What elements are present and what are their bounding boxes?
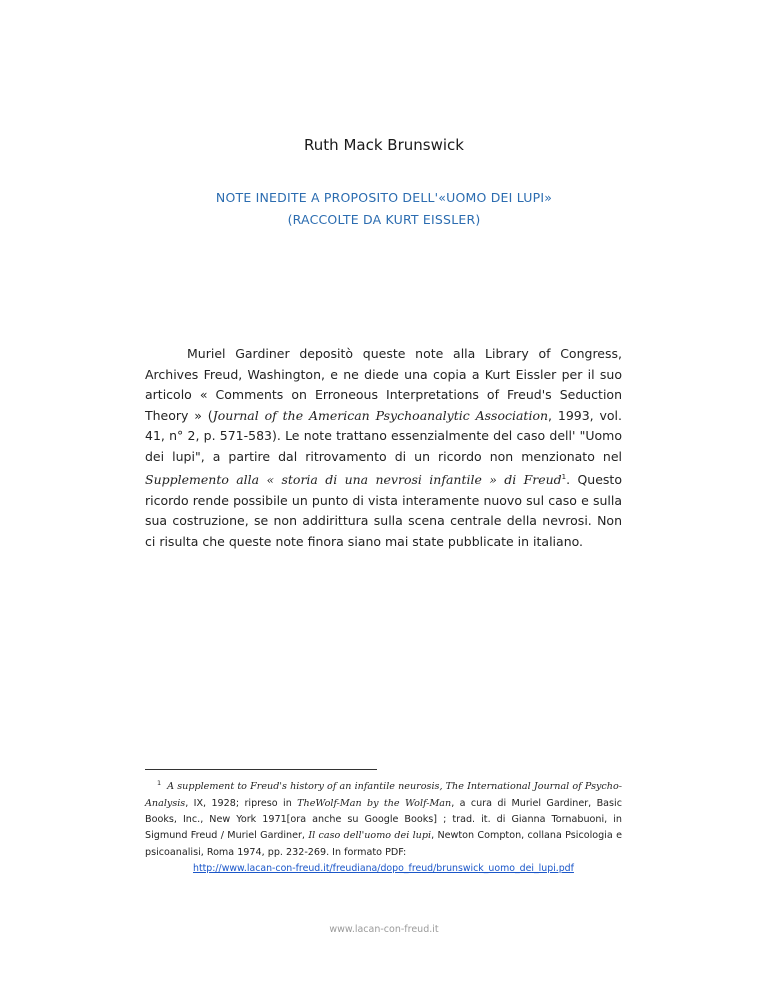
footnote-reference[interactable]: 1 bbox=[561, 473, 567, 481]
journal-title: Journal of the American Psychoanalytic Association bbox=[212, 407, 549, 423]
footnote-text-2: , a cura di Muriel Gardiner, Basic Books, Inc., New York 1971[ora anche su Google Books] ; trad. it. di Gianna Tornabuoni, in Sigmund Freud / Muriel Gardiner, bbox=[145, 797, 622, 842]
footnote bbox=[145, 775, 622, 878]
footnote-number: 1 bbox=[157, 779, 162, 787]
footnote-text-3: , Newton Compton, collana Psicologia e psicoanalisi, Roma 1974, pp. 232-269. In formato PDF: bbox=[145, 830, 622, 858]
paragraph bbox=[145, 344, 622, 552]
footnote-separator bbox=[145, 769, 377, 770]
pdf-link[interactable]: http://www.lacan-con-freud.it/freudiana/dopo_freud/brunswick_uomo_dei_lupi.pdf bbox=[193, 863, 574, 875]
footnote-italic-2: TheWolf-Man by the Wolf-Man bbox=[297, 797, 452, 809]
footnote-text bbox=[145, 775, 622, 861]
page-footer: www.lacan-con-freud.it bbox=[329, 924, 439, 935]
body-text-2: , 1993, vol. 41, n° 2, p. 571-583). Le note trattano essenzialmente del caso dell' "Uomo dei lupi", a partire dal ritrovamento di un ricordo non menzionato nel bbox=[145, 407, 623, 464]
title-line-2: (RACCOLTE DA KURT EISSLER) bbox=[287, 212, 481, 227]
footnote-italic-3: Il caso dell'uomo dei lupi bbox=[308, 830, 432, 842]
author-name: Ruth Mack Brunswick bbox=[304, 136, 464, 154]
supplement-title: Supplemento alla « storia di una nevrosi infantile » di Freud bbox=[145, 472, 562, 488]
body-text-1: Muriel Gardiner depositò queste note alla Library of Congress, Archives Freud, Washington, e ne diede una copia a Kurt Eissler per il suo articolo « Comments on Erroneous Interpretations of Freud's Seduction Theory » ( bbox=[145, 346, 622, 423]
footnote-italic-1: A supplement to Freud's history of an infantile neurosis, The International Journal of Psycho-Analysis bbox=[145, 781, 622, 809]
document-title bbox=[0, 187, 768, 231]
footnote-text-1: , IX, 1928; ripreso in bbox=[185, 797, 298, 809]
body-text-3: . Questo ricordo rende possibile un punto di vista interamente nuovo sul caso e sulla sua costruzione, se non addirittura sulla scena centrale della nevrosi. Non ci risulta che queste note finora siano mai state pubblicate in italiano. bbox=[145, 472, 622, 549]
title-line-1: NOTE INEDITE A PROPOSITO DELL'«UOMO DEI LUPI» bbox=[215, 190, 553, 205]
intro-paragraph bbox=[145, 344, 622, 552]
